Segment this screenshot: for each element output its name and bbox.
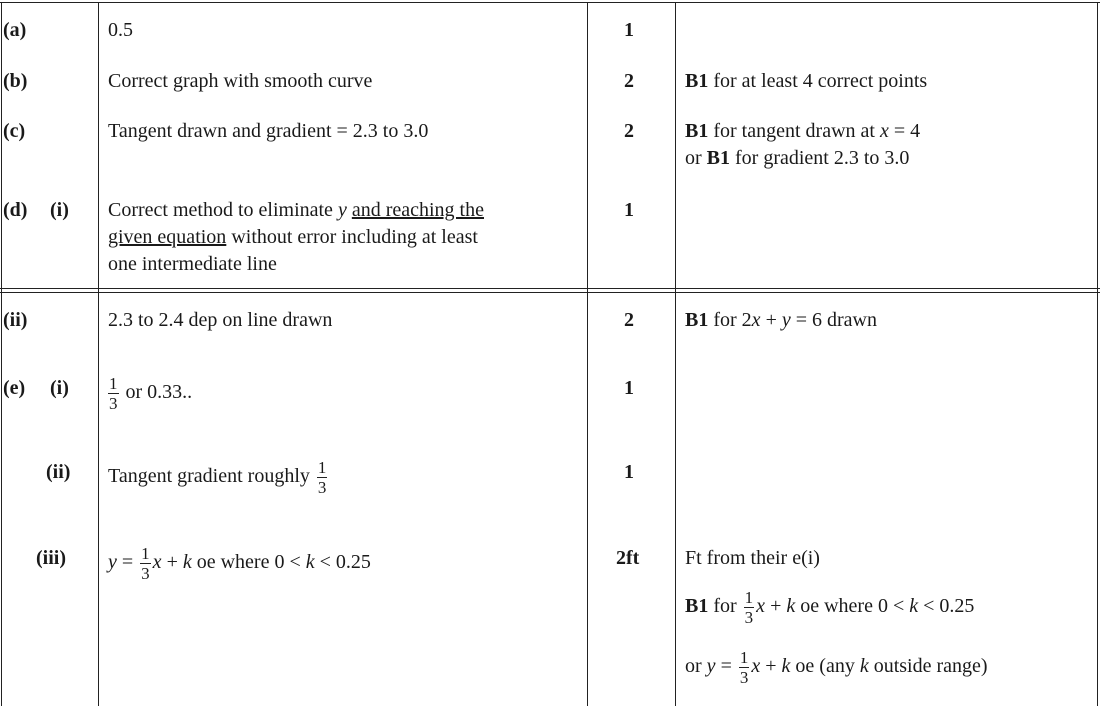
answer-a: 0.5 [108, 19, 133, 41]
part-label-e: (e) [3, 377, 26, 399]
mark-c: 2 [624, 120, 634, 142]
note-b-code: B1 [685, 70, 709, 92]
note-e-iii-end: < 0.25 [923, 595, 975, 618]
note-d-ii [685, 307, 877, 333]
note-e-iii-line3 [685, 649, 988, 686]
mark-a: 1 [624, 19, 634, 41]
note-c-var: x [879, 120, 889, 142]
note-c-line2 [685, 145, 909, 171]
var-y: y [108, 551, 117, 574]
answer-d-i-text2: without error including at least [231, 226, 478, 248]
var-k: k [182, 551, 192, 574]
var-x: x [152, 551, 162, 574]
column-divider-part [98, 2, 99, 706]
note-c-or: or [685, 147, 702, 169]
note-d-ii-plus: + [765, 309, 777, 331]
mark-b: 2 [624, 70, 634, 92]
note-d-ii-pre: for 2 [713, 309, 752, 331]
answer-e-ii [108, 459, 329, 496]
equals-sign: = [121, 551, 134, 574]
section-divider-top [0, 288, 1100, 289]
var-k: k [305, 551, 315, 574]
fraction-one-third: $\frac{1}{3}$ [744, 588, 754, 627]
table-border-top [0, 2, 1100, 3]
note-c-code1: B1 [685, 120, 709, 142]
note-c-line1 [685, 118, 920, 144]
sublabel-d-ii: (ii) [3, 309, 28, 331]
mark-e-ii: 1 [624, 461, 634, 483]
answer-d-i-ul2: given equation [108, 226, 227, 248]
note-d-ii-code: B1 [685, 309, 709, 331]
part-label-b: (b) [3, 70, 28, 92]
answer-e-iii-end: < 0.25 [319, 551, 371, 574]
var-k: k [781, 655, 791, 678]
sublabel-e-iii: (iii) [36, 547, 66, 569]
answer-c: Tangent drawn and gradient = 2.3 to 3.0 [108, 120, 429, 142]
var-y: y [706, 655, 716, 678]
sublabel-e-i: (i) [50, 377, 69, 399]
answer-d-ii: 2.3 to 2.4 dep on line drawn [108, 309, 333, 331]
note-e-iii-text: oe where 0 < [800, 595, 905, 618]
plus-sign: + [166, 551, 178, 574]
var-k: k [786, 595, 796, 618]
note-e-iii-line2 [685, 589, 974, 626]
answer-d-i-text1: Correct method to eliminate [108, 199, 333, 221]
plus-sign: + [765, 655, 777, 678]
sublabel-e-ii: (ii) [46, 461, 71, 483]
part-label-d: (d) [3, 199, 28, 221]
answer-e-iii-text: oe where 0 < [196, 551, 301, 574]
answer-d-i-line2 [108, 224, 478, 250]
answer-e-iii [108, 545, 371, 582]
note-e-iii-code: B1 [685, 595, 709, 618]
var-k: k [909, 595, 919, 618]
note-b-text: for at least 4 correct points [713, 70, 928, 92]
mark-e-iii: 2ft [616, 547, 640, 569]
note-e-iii-mid: oe (any [795, 655, 855, 678]
equals-sign: = [720, 655, 732, 678]
note-e-iii-for: for [713, 595, 737, 618]
note-c-code2: B1 [706, 147, 731, 169]
note-e-iii-or: or [685, 655, 702, 678]
note-d-ii-x: x [751, 309, 761, 331]
note-c-text1: for tangent drawn at [713, 120, 875, 142]
table-border-left [1, 2, 2, 706]
var-k: k [859, 655, 869, 678]
table-border-right [1097, 2, 1098, 706]
mark-d-ii: 2 [624, 309, 634, 331]
column-divider-answer [587, 2, 588, 706]
note-b [685, 68, 927, 94]
mark-e-i: 1 [624, 377, 634, 399]
var-x: x [756, 595, 766, 618]
note-e-iii-line1: Ft from their e(i) [685, 547, 820, 569]
answer-e-i [106, 375, 192, 412]
part-label-a: (a) [3, 19, 27, 41]
fraction-one-third: $\frac{1}{3}$ [317, 458, 327, 497]
answer-e-i-text: or 0.33.. [125, 381, 193, 404]
var-x: x [751, 655, 761, 678]
column-divider-mark [675, 2, 676, 706]
note-d-ii-post: = 6 drawn [795, 309, 877, 331]
plus-sign: + [770, 595, 782, 618]
answer-d-i-ul1: and reaching the [351, 199, 484, 221]
answer-d-i-var: y [337, 199, 347, 221]
answer-b: Correct graph with smooth curve [108, 70, 373, 92]
sublabel-d-i: (i) [50, 199, 69, 221]
fraction-one-third: $\frac{1}{3}$ [109, 374, 118, 413]
fraction-one-third: $\frac{1}{3}$ [141, 544, 150, 583]
note-c-text2: for gradient 2.3 to 3.0 [735, 147, 910, 169]
note-c-text1b: = 4 [893, 120, 921, 142]
answer-d-i-line3: one intermediate line [108, 253, 277, 275]
answer-e-ii-text: Tangent gradient roughly [108, 465, 310, 488]
answer-d-i-line1 [108, 197, 484, 223]
part-label-c: (c) [3, 120, 26, 142]
fraction-one-third: $\frac{1}{3}$ [739, 648, 749, 687]
note-e-iii-range: outside range) [873, 655, 988, 678]
section-divider-bottom [0, 292, 1100, 293]
note-d-ii-y: y [781, 309, 791, 331]
mark-d-i: 1 [624, 199, 634, 221]
